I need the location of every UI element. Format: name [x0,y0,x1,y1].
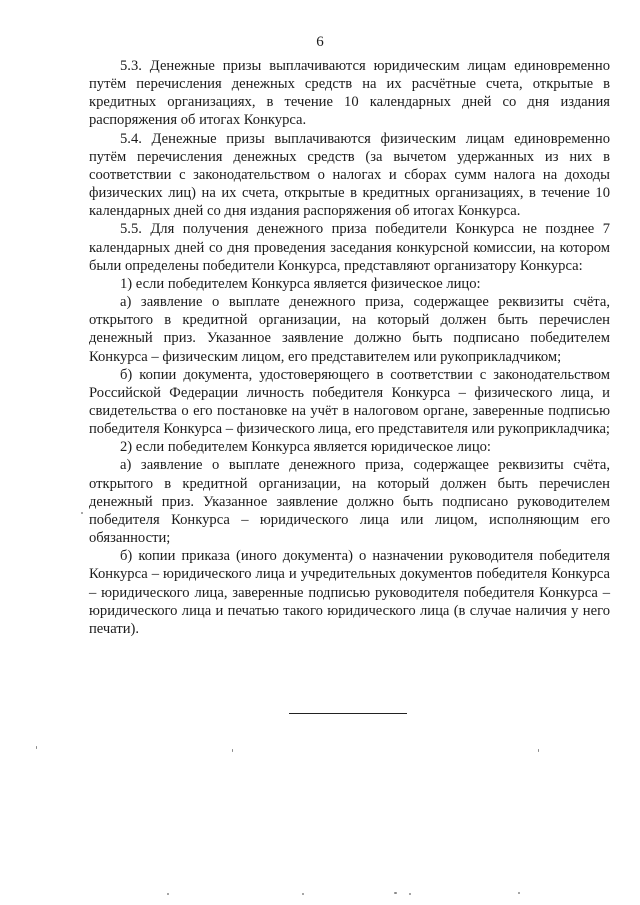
subparagraph-1-b: б) копии документа, удостоверяющего в соответствии с законодательством Российской Федерации личность победителя Конкурса – физического лица, и свидетельства о его постановке на учёт в налоговом органе, заверенные подписью победителя Конкурса – физического лица, его представителя или рукоприкладчика; [89,366,610,438]
paragraph-5-4: 5.4. Денежные призы выплачиваются физическим лицам единовременно путём перечисления денежных средств (за вычетом удержанных из них в соответствии с законодательством о налогах и сборах сумм налога на доходы физических лиц) на их счета, открытые в кредитных организациях, в течение 10 календарных дней со дня издания распоряжения об итогах Конкурса. [89,130,610,220]
paragraph-5-5: 5.5. Для получения денежного приза победители Конкурса не позднее 7 календарных дней со дня проведения заседания конкурсной комиссии, на котором были определены победители Конкурса, представляют организатору Конкурса: [89,221,610,274]
scan-speck [394,892,397,894]
subparagraph-1-a: а) заявление о выплате денежного приза, содержащее реквизиты счёта, открытого в кредитной организации, на который должен быть перечислен денежный приз. Указанное заявление должно быть подписано победителем Конкурса – физическим лицом, его представителем или рукоприкладчиком; [89,294,610,365]
subparagraph-2: 2) если победителем Конкурса является юридическое лицо: [120,439,491,456]
closing-divider-line [289,713,407,714]
scan-speck [167,893,169,895]
subparagraph-2-a: а) заявление о выплате денежного приза, содержащее реквизиты счёта, открытого в кредитной организации, на который должен быть перечислен денежный приз. Указанное заявление должно быть подписано руководителем победителя Конкурса – юридического лица или лицом, исполняющим его обязанности; [89,457,610,547]
subparagraph-1: 1) если победителем Конкурса является физическое лицо: [120,275,481,292]
paragraph-5-3: 5.3. Денежные призы выплачиваются юридическим лицам единовременно путём перечисления денежных средств на их расчётные счета, открытые в кредитных организациях, в течение 10 календарных дней со дня издания распоряжения об итогах Конкурса. [89,58,610,129]
scan-speck [518,892,520,894]
scan-speck [409,893,411,895]
scan-speck [36,746,37,749]
scan-speck [81,512,83,514]
scan-speck [232,749,233,752]
scan-speck [302,893,304,895]
document-body [89,57,610,638]
subparagraph-2-b: б) копии приказа (иного документа) о назначении руководителя победителя Конкурса – юридического лица и учредительных документов победителя Конкурса – юридического лица, заверенные подписью руководителя победителя Конкурса – юридического лица и печатью такого юридического лица (в случае наличия у него печати). [89,548,610,637]
page-number: 6 [316,34,324,50]
scan-speck [538,749,539,752]
